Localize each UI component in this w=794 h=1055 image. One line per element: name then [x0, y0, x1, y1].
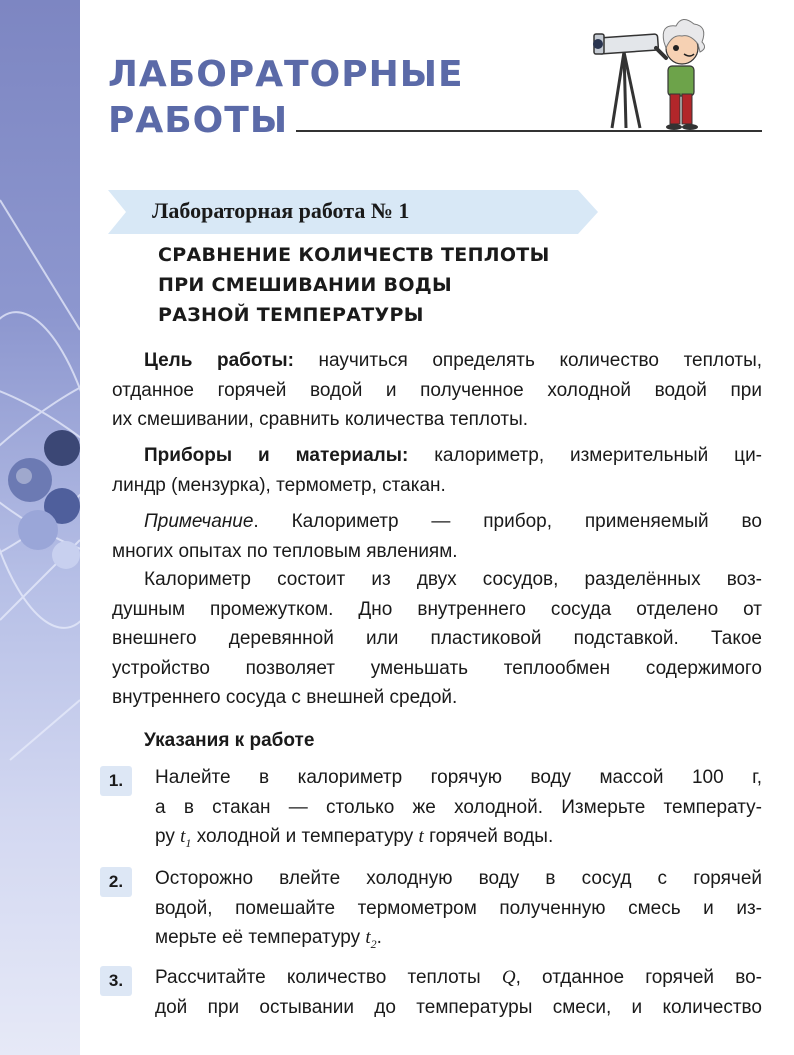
step-1-text: [155, 763, 762, 858]
step-line: водой, помешайте термометром полученную смесь и из-: [155, 897, 762, 919]
description-line: Калориметр состоит из двух сосудов, разделённых воз-: [144, 569, 762, 590]
lab-work-banner: [108, 190, 600, 234]
lab-work-title-line: ПРИ СМЕШИВАНИИ ВОДЫ: [158, 274, 452, 296]
description-line: душным промежутком. Дно внутреннего сосуда отделено от: [112, 598, 762, 620]
step-line: мерьте её температуру $t_2$.: [155, 927, 382, 951]
step-line: Налейте в калориметр горячую воду массой 100 г,: [155, 767, 762, 788]
goal-paragraph: [112, 346, 762, 435]
step-number-badge: 1.: [100, 766, 132, 796]
instructions-heading: Указания к работе: [144, 730, 315, 751]
step-line: Рассчитайте количество теплоты Q, отданное горячей во-: [155, 967, 762, 988]
variable-t1: $t_1$: [180, 826, 192, 850]
equipment-text: калориметр, измерительный ци-: [408, 445, 763, 466]
variable-q: Q: [501, 967, 516, 988]
step-number-badge: 2.: [100, 867, 132, 897]
note-text: . Калориметр — прибор, применяемый во: [253, 511, 762, 532]
step-line: Осторожно влейте холодную воду в сосуд с горячей: [155, 868, 762, 889]
step-line: а в стакан — столько же холодной. Измерьте температу-: [155, 796, 762, 818]
goal-text: отданное горячей водой и полученное холодной водой при: [112, 379, 762, 401]
note-label: Примечание: [144, 511, 254, 532]
goal-text: научиться определять количество теплоты,: [293, 350, 763, 371]
variable-t: t: [418, 826, 424, 847]
goal-label: Цель работы:: [144, 350, 294, 371]
note-text: многих опытах по тепловым явлениям.: [112, 540, 458, 562]
description-line: внутреннего сосуда с внешней средой.: [112, 687, 458, 708]
molecule-illustration: [0, 0, 80, 1055]
decorative-side-strip: [0, 0, 80, 1055]
scientist-telescope-illustration: [590, 8, 730, 132]
lab-work-title-line: РАЗНОЙ ТЕМПЕРАТУРЫ: [158, 304, 424, 326]
lab-work-number: Лабораторная работа № 1: [152, 198, 410, 223]
lab-work-title: [158, 240, 550, 330]
variable-t2: $t_2$: [365, 927, 377, 951]
calorimeter-description: [112, 565, 762, 713]
equipment-text: линдр (мензурка), термометр, стакан.: [112, 474, 446, 496]
step-2-text: [155, 864, 762, 959]
step-line: ру $t_1$ холодной и температуру t горячей воды.: [155, 826, 554, 850]
description-line: устройство позволяет уменьшать теплообмен содержимого: [112, 657, 762, 679]
equipment-paragraph: [112, 441, 762, 500]
goal-text: их смешивании, сравнить количества теплоты.: [112, 409, 529, 430]
step-number-badge: 3.: [100, 966, 132, 996]
page-title-line1: ЛАБОРАТОРНЫЕ: [108, 54, 464, 95]
note-paragraph: [112, 507, 762, 566]
lab-work-title-line: СРАВНЕНИЕ КОЛИЧЕСТВ ТЕПЛОТЫ: [158, 244, 550, 266]
step-3-text: [155, 963, 762, 1022]
step-line: дой при остывании до температуры смеси, и количество: [155, 996, 762, 1018]
equipment-label: Приборы и материалы:: [144, 445, 409, 466]
description-line: внешнего деревянной или пластиковой подставкой. Такое: [112, 628, 762, 649]
page-title-line2: РАБОТЫ: [108, 100, 289, 141]
